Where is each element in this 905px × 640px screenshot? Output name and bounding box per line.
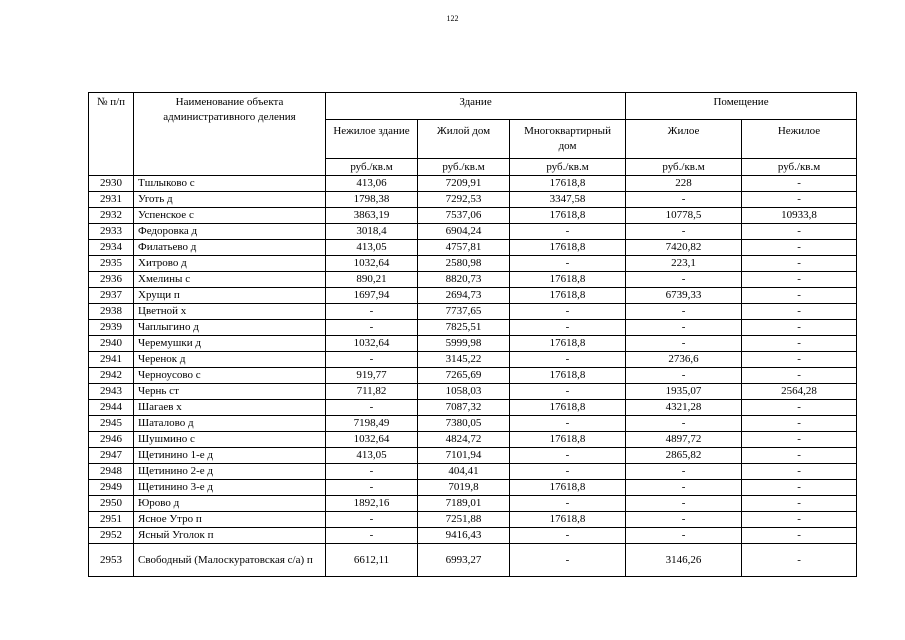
cell-residential-house: 8820,73 bbox=[418, 272, 510, 288]
cell-residential-house: 2580,98 bbox=[418, 256, 510, 272]
cell-residential-house: 7265,69 bbox=[418, 368, 510, 384]
cell-residential-premises: 6739,33 bbox=[626, 288, 742, 304]
cell-residential-premises: - bbox=[626, 336, 742, 352]
cell-nonresidential-premises: - bbox=[742, 304, 857, 320]
cell-object-name: Юрово д bbox=[134, 496, 326, 512]
cell-apartment-building: - bbox=[510, 528, 626, 544]
cell-number: 2951 bbox=[89, 512, 134, 528]
cell-object-name: Щетинино 3-е д bbox=[134, 480, 326, 496]
header-nonresidential-building: Нежилое здание bbox=[326, 120, 418, 159]
table-row bbox=[89, 480, 857, 496]
table-row bbox=[89, 368, 857, 384]
cell-apartment-building: 17618,8 bbox=[510, 512, 626, 528]
table-row bbox=[89, 464, 857, 480]
cell-number: 2943 bbox=[89, 384, 134, 400]
cell-residential-premises: 10778,5 bbox=[626, 208, 742, 224]
cell-nonresidential-premises: - bbox=[742, 512, 857, 528]
cell-residential-premises: 228 bbox=[626, 176, 742, 192]
cell-nonresidential-premises: - bbox=[742, 176, 857, 192]
cell-nonresidential-building: 3018,4 bbox=[326, 224, 418, 240]
cell-nonresidential-premises: - bbox=[742, 272, 857, 288]
cell-nonresidential-building: 919,77 bbox=[326, 368, 418, 384]
cell-nonresidential-building: - bbox=[326, 480, 418, 496]
table-row bbox=[89, 256, 857, 272]
table-row bbox=[89, 544, 857, 577]
cell-residential-house: 7087,32 bbox=[418, 400, 510, 416]
cell-residential-premises: - bbox=[626, 320, 742, 336]
cell-nonresidential-building: 1032,64 bbox=[326, 432, 418, 448]
cell-object-name: Успенское с bbox=[134, 208, 326, 224]
cell-nonresidential-premises: - bbox=[742, 368, 857, 384]
header-group-premises: Помещение bbox=[626, 93, 857, 120]
cell-apartment-building: 17618,8 bbox=[510, 288, 626, 304]
cell-number: 2949 bbox=[89, 480, 134, 496]
table-row bbox=[89, 384, 857, 400]
cell-nonresidential-building: 1697,94 bbox=[326, 288, 418, 304]
header-unit: руб./кв.м bbox=[418, 159, 510, 176]
cell-number: 2930 bbox=[89, 176, 134, 192]
cell-nonresidential-building: 1892,16 bbox=[326, 496, 418, 512]
header-object-name: Наименование объекта административного деления bbox=[134, 93, 326, 176]
cell-residential-house: 7537,06 bbox=[418, 208, 510, 224]
table-row bbox=[89, 240, 857, 256]
cell-apartment-building: 17618,8 bbox=[510, 208, 626, 224]
cell-apartment-building: 17618,8 bbox=[510, 432, 626, 448]
cell-nonresidential-building: - bbox=[326, 352, 418, 368]
cell-object-name: Хитрово д bbox=[134, 256, 326, 272]
cell-residential-house: 2694,73 bbox=[418, 288, 510, 304]
cell-residential-premises: 7420,82 bbox=[626, 240, 742, 256]
table-row bbox=[89, 496, 857, 512]
cell-residential-premises: 2865,82 bbox=[626, 448, 742, 464]
cell-nonresidential-building: 3863,19 bbox=[326, 208, 418, 224]
cell-residential-premises: - bbox=[626, 528, 742, 544]
cell-residential-house: 7380,05 bbox=[418, 416, 510, 432]
cell-object-name: Щетинино 2-е д bbox=[134, 464, 326, 480]
cell-residential-premises: - bbox=[626, 512, 742, 528]
cell-residential-premises: 3146,26 bbox=[626, 544, 742, 577]
cell-object-name: Черенок д bbox=[134, 352, 326, 368]
cell-object-name: Цветной х bbox=[134, 304, 326, 320]
cell-object-name: Ясный Уголок п bbox=[134, 528, 326, 544]
cell-nonresidential-building: - bbox=[326, 528, 418, 544]
table-row bbox=[89, 304, 857, 320]
cell-object-name: Ясное Утро п bbox=[134, 512, 326, 528]
cell-residential-premises: 2736,6 bbox=[626, 352, 742, 368]
table-row bbox=[89, 352, 857, 368]
table-row bbox=[89, 192, 857, 208]
cell-number: 2939 bbox=[89, 320, 134, 336]
cell-apartment-building: - bbox=[510, 224, 626, 240]
cell-residential-house: 6904,24 bbox=[418, 224, 510, 240]
cell-apartment-building: 17618,8 bbox=[510, 176, 626, 192]
cell-number: 2936 bbox=[89, 272, 134, 288]
cell-number: 2944 bbox=[89, 400, 134, 416]
cell-nonresidential-building: 413,05 bbox=[326, 240, 418, 256]
cell-object-name: Федоровка д bbox=[134, 224, 326, 240]
cell-apartment-building: 17618,8 bbox=[510, 240, 626, 256]
cell-residential-premises: 4897,72 bbox=[626, 432, 742, 448]
cell-apartment-building: - bbox=[510, 352, 626, 368]
cell-apartment-building: 17618,8 bbox=[510, 368, 626, 384]
cell-nonresidential-premises: - bbox=[742, 224, 857, 240]
cell-object-name: Щетинино 1-е д bbox=[134, 448, 326, 464]
cell-apartment-building: 17618,8 bbox=[510, 400, 626, 416]
table-row bbox=[89, 176, 857, 192]
cell-residential-house: 7825,51 bbox=[418, 320, 510, 336]
cell-residential-house: 5999,98 bbox=[418, 336, 510, 352]
cell-object-name: Хмелины с bbox=[134, 272, 326, 288]
cell-nonresidential-building: 1032,64 bbox=[326, 256, 418, 272]
cell-residential-house: 9416,43 bbox=[418, 528, 510, 544]
cell-nonresidential-premises: - bbox=[742, 288, 857, 304]
cell-residential-premises: - bbox=[626, 368, 742, 384]
cell-residential-house: 4824,72 bbox=[418, 432, 510, 448]
cell-number: 2950 bbox=[89, 496, 134, 512]
cell-residential-premises: - bbox=[626, 416, 742, 432]
cell-number: 2931 bbox=[89, 192, 134, 208]
cell-object-name: Шагаев х bbox=[134, 400, 326, 416]
cell-apartment-building: - bbox=[510, 464, 626, 480]
cell-nonresidential-premises: - bbox=[742, 256, 857, 272]
table-row bbox=[89, 336, 857, 352]
cell-number: 2945 bbox=[89, 416, 134, 432]
cell-number: 2948 bbox=[89, 464, 134, 480]
cell-object-name: Черноусово с bbox=[134, 368, 326, 384]
cell-residential-premises: 1935,07 bbox=[626, 384, 742, 400]
cell-object-name: Уготь д bbox=[134, 192, 326, 208]
cell-nonresidential-building: 1032,64 bbox=[326, 336, 418, 352]
cell-residential-premises: - bbox=[626, 192, 742, 208]
cell-apartment-building: - bbox=[510, 448, 626, 464]
cell-nonresidential-premises: - bbox=[742, 240, 857, 256]
cell-nonresidential-building: 711,82 bbox=[326, 384, 418, 400]
cell-object-name: Шушмино с bbox=[134, 432, 326, 448]
cell-residential-premises: - bbox=[626, 496, 742, 512]
cell-number: 2946 bbox=[89, 432, 134, 448]
cell-nonresidential-premises: - bbox=[742, 336, 857, 352]
cell-nonresidential-building: - bbox=[326, 320, 418, 336]
cell-nonresidential-premises: - bbox=[742, 192, 857, 208]
cell-residential-house: 7101,94 bbox=[418, 448, 510, 464]
cell-number: 2934 bbox=[89, 240, 134, 256]
cell-nonresidential-building: 7198,49 bbox=[326, 416, 418, 432]
cell-number: 2942 bbox=[89, 368, 134, 384]
table-row bbox=[89, 512, 857, 528]
cell-number: 2941 bbox=[89, 352, 134, 368]
header-number: № п/п bbox=[89, 93, 134, 176]
cell-residential-house: 7019,8 bbox=[418, 480, 510, 496]
table-row bbox=[89, 400, 857, 416]
cell-residential-premises: - bbox=[626, 272, 742, 288]
cell-object-name: Тшлыково с bbox=[134, 176, 326, 192]
table-body bbox=[89, 176, 857, 577]
header-row-groups bbox=[89, 93, 857, 120]
cell-residential-house: 7209,91 bbox=[418, 176, 510, 192]
cell-nonresidential-building: 6612,11 bbox=[326, 544, 418, 577]
table-row bbox=[89, 528, 857, 544]
cell-residential-premises: - bbox=[626, 224, 742, 240]
header-unit: руб./кв.м bbox=[742, 159, 857, 176]
cell-apartment-building: 3347,58 bbox=[510, 192, 626, 208]
cell-nonresidential-premises: 10933,8 bbox=[742, 208, 857, 224]
header-apartment-building: Многоквартирный дом bbox=[510, 120, 626, 159]
cell-nonresidential-premises: - bbox=[742, 432, 857, 448]
cell-nonresidential-building: 890,21 bbox=[326, 272, 418, 288]
cell-residential-house: 404,41 bbox=[418, 464, 510, 480]
cell-nonresidential-building: 1798,38 bbox=[326, 192, 418, 208]
header-group-building: Здание bbox=[326, 93, 626, 120]
cell-nonresidential-premises: 2564,28 bbox=[742, 384, 857, 400]
cell-nonresidential-premises: - bbox=[742, 448, 857, 464]
page-number: 122 bbox=[446, 14, 459, 23]
cell-nonresidential-building: - bbox=[326, 464, 418, 480]
cell-residential-premises: 4321,28 bbox=[626, 400, 742, 416]
cell-apartment-building: 17618,8 bbox=[510, 272, 626, 288]
cell-residential-premises: - bbox=[626, 304, 742, 320]
cell-number: 2938 bbox=[89, 304, 134, 320]
cell-residential-house: 4757,81 bbox=[418, 240, 510, 256]
cell-nonresidential-premises: - bbox=[742, 416, 857, 432]
cell-object-name: Свободный (Малоскуратовская с/а) п bbox=[134, 544, 326, 577]
cell-nonresidential-premises: - bbox=[742, 496, 857, 512]
table-row bbox=[89, 432, 857, 448]
cell-apartment-building: - bbox=[510, 544, 626, 577]
cell-apartment-building: - bbox=[510, 496, 626, 512]
header-unit: руб./кв.м bbox=[326, 159, 418, 176]
header-residential-premises: Жилое bbox=[626, 120, 742, 159]
header-nonresidential-premises: Нежилое bbox=[742, 120, 857, 159]
cell-number: 2937 bbox=[89, 288, 134, 304]
cell-residential-premises: - bbox=[626, 480, 742, 496]
cell-nonresidential-premises: - bbox=[742, 320, 857, 336]
cell-nonresidential-premises: - bbox=[742, 544, 857, 577]
cell-nonresidential-premises: - bbox=[742, 528, 857, 544]
cell-number: 2933 bbox=[89, 224, 134, 240]
cell-number: 2947 bbox=[89, 448, 134, 464]
cell-residential-house: 7737,65 bbox=[418, 304, 510, 320]
cell-nonresidential-premises: - bbox=[742, 480, 857, 496]
cell-apartment-building: - bbox=[510, 416, 626, 432]
table-row bbox=[89, 272, 857, 288]
cell-apartment-building: - bbox=[510, 304, 626, 320]
cell-apartment-building: - bbox=[510, 320, 626, 336]
table-row bbox=[89, 448, 857, 464]
cell-residential-house: 3145,22 bbox=[418, 352, 510, 368]
table-row bbox=[89, 288, 857, 304]
cell-residential-house: 6993,27 bbox=[418, 544, 510, 577]
cell-nonresidential-premises: - bbox=[742, 352, 857, 368]
cell-apartment-building: - bbox=[510, 384, 626, 400]
cell-nonresidential-premises: - bbox=[742, 464, 857, 480]
cell-number: 2952 bbox=[89, 528, 134, 544]
cell-residential-house: 7251,88 bbox=[418, 512, 510, 528]
table-row bbox=[89, 224, 857, 240]
cell-nonresidential-building: - bbox=[326, 512, 418, 528]
cell-object-name: Черемушки д bbox=[134, 336, 326, 352]
cell-apartment-building: 17618,8 bbox=[510, 480, 626, 496]
cell-object-name: Чаплыгино д bbox=[134, 320, 326, 336]
cell-residential-premises: - bbox=[626, 464, 742, 480]
header-unit: руб./кв.м bbox=[626, 159, 742, 176]
header-unit: руб./кв.м bbox=[510, 159, 626, 176]
cell-object-name: Хрущи п bbox=[134, 288, 326, 304]
cell-number: 2935 bbox=[89, 256, 134, 272]
cell-nonresidential-building: - bbox=[326, 400, 418, 416]
header-residential-house: Жилой дом bbox=[418, 120, 510, 159]
cell-residential-house: 7292,53 bbox=[418, 192, 510, 208]
cell-residential-house: 1058,03 bbox=[418, 384, 510, 400]
table-row bbox=[89, 416, 857, 432]
cell-nonresidential-premises: - bbox=[742, 400, 857, 416]
cell-residential-house: 7189,01 bbox=[418, 496, 510, 512]
cell-nonresidential-building: 413,05 bbox=[326, 448, 418, 464]
table-row bbox=[89, 208, 857, 224]
cell-residential-premises: 223,1 bbox=[626, 256, 742, 272]
cell-nonresidential-building: 413,06 bbox=[326, 176, 418, 192]
cell-number: 2953 bbox=[89, 544, 134, 577]
cell-object-name: Шаталово д bbox=[134, 416, 326, 432]
cadastral-value-table bbox=[88, 92, 857, 577]
cell-object-name: Чернь ст bbox=[134, 384, 326, 400]
table-row bbox=[89, 320, 857, 336]
cell-nonresidential-building: - bbox=[326, 304, 418, 320]
cell-apartment-building: 17618,8 bbox=[510, 336, 626, 352]
cell-object-name: Филатьево д bbox=[134, 240, 326, 256]
cell-number: 2932 bbox=[89, 208, 134, 224]
cell-number: 2940 bbox=[89, 336, 134, 352]
cell-apartment-building: - bbox=[510, 256, 626, 272]
